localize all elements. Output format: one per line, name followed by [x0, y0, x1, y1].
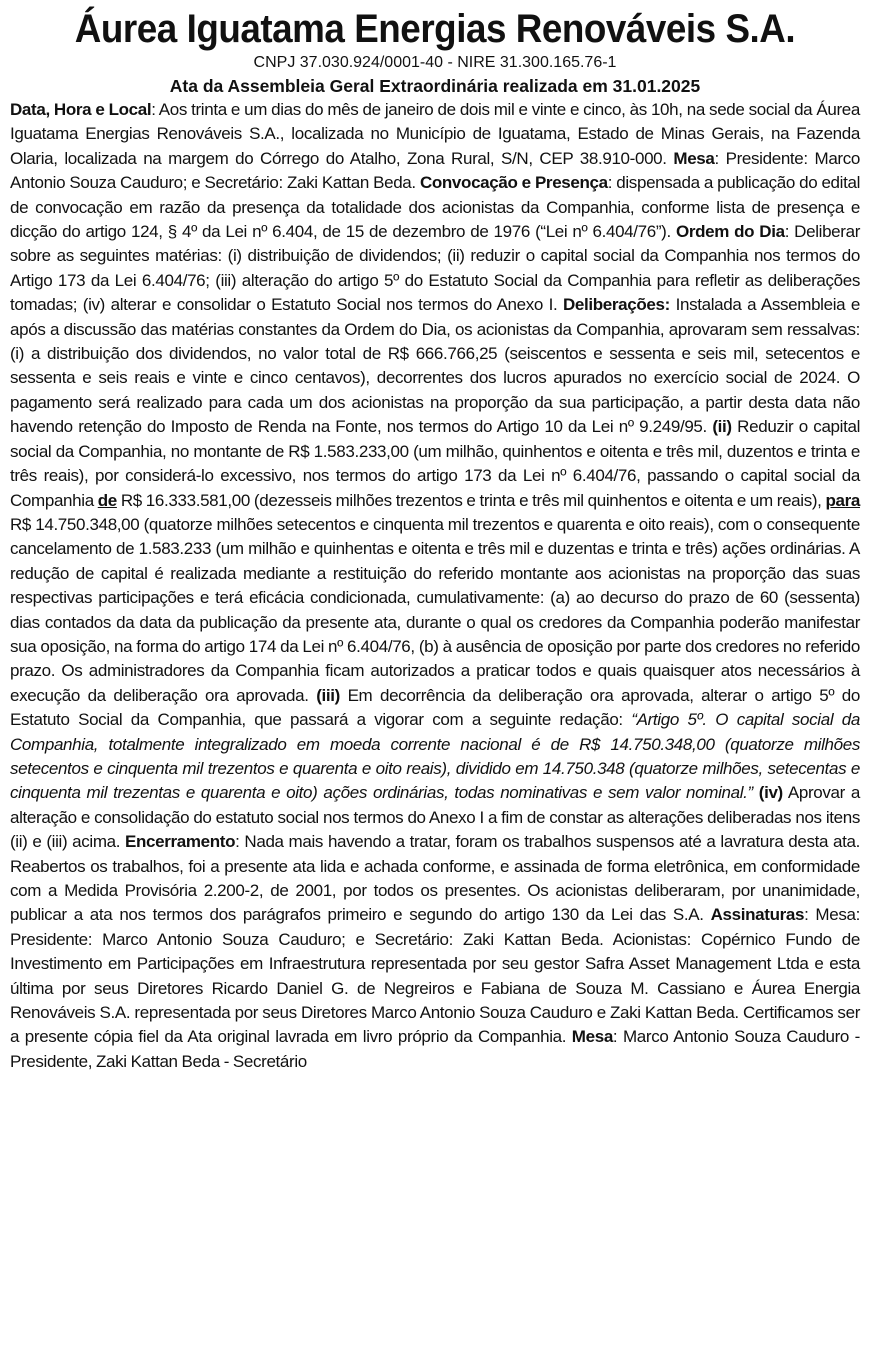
section-text-mesa: : Presidente: Marco Antonio Souza Cauduro; e Secretário: Zaki Kattan Beda. — [10, 148, 860, 193]
item-text-ii-end: R$ 14.750.348,00 (quatorze milhões setecentos e cinquenta mil trezentos e quarenta e oito reais), com o consequente cancelamento de 1.583.233 (um milhão e quinhentas e oitenta e três mil e duzentas e trinta e três) ações ordinárias. A redução de capital é realizada mediante a restituição do referido montante aos acionistas na proporção das suas respectivas participações e terá eficácia condicionada, cumulativamente: (a) ao decurso do prazo de 60 (sessenta) dias contados da data da publicação da presente ata, durante o qual os credores da Companhia poderão manifestar sua oposição, na forma do artigo 174 da Lei nº 6.404/76, (b) à ausência de oposição por parte dos credores no referido prazo. Os administradores da Companhia ficam autorizados a praticar todos e quais quaisquer atos necessários à execução da deliberação ora aprovada. — [10, 514, 860, 705]
registry-numbers: CNPJ 37.030.924/0001-40 - NIRE 31.300.165.76-1 — [253, 54, 617, 71]
section-label-deliberacoes: Deliberações: — [563, 295, 670, 315]
section-text-ordem-do-dia: : Deliberar sobre as seguintes matérias: (i) distribuição de dividendos; (ii) reduzir o capital social da Companhia nos termos do Artigo 173 da Lei 6.404/76; (iii) alteração do artigo 5º do Estatuto Social da Companhia para refletir as deliberações tomadas; (iv) alterar e consolidar o Estatuto Social nos termos do Anexo I. — [10, 222, 860, 315]
section-label-assinaturas: Assinaturas — [710, 905, 805, 925]
minutes-body — [10, 98, 860, 1074]
section-label-mesa: Mesa — [673, 148, 715, 168]
article-5-quote: “Artigo 5º. O capital social da Companhia, totalmente integralizado em moeda corrente nacional é de R$ 14.750.348,00 (quatorze milhões setecentos e cinquenta mil trezentos e quarenta e oito reais), dividido em 14.750.348 (quatorze milhões, setecentas e cinquenta mil trezentas e quarenta e oito) ações ordinárias, todas nominativas e sem valor nominal.” — [10, 710, 860, 803]
item-text-iv: Aprovar a alteração e consolidação do estatuto social nos termos do Anexo I a fim de constar as alterações deliberadas nos itens (ii) e (iii) acima. — [10, 783, 860, 852]
section-text-convocacao: : dispensada a publicação do edital de convocação em razão da presença da totalidade dos acionistas da Companhia, conforme lista de presença e dicção do artigo 124, § 4º da Lei nº 6.404, de 15 de dezembro de 1976 (“Lei nº 6.404/76”). — [10, 173, 860, 242]
minutes-title: Ata da Assembleia Geral Extraordinária realizada em 31.01.2025 — [169, 76, 701, 96]
section-text-assinaturas: : Mesa: Presidente: Marco Antonio Souza Cauduro; e Secretário: Zaki Kattan Beda. Acionistas: Copérnico Fundo de Investimento em Participações em Infraestrutura representada por seu gestor Safra Asset Management Ltda e esta última por seus Diretores Ricardo Daniel G. de Negreiros e Fabiana de Souza M. Cassiano e Áurea Energia Renováveis S.A. representada por seus Diretores Marco Antonio Souza Cauduro e Zaki Kattan Beda. Certificamos ser a presente cópia fiel da Ata original lavrada em livro próprio da Companhia. — [10, 905, 860, 1047]
company-name: Áurea Iguatama Energias Renováveis S.A. — [74, 7, 796, 51]
section-label-encerramento: Encerramento — [125, 832, 236, 852]
section-label-mesa-final: Mesa — [571, 1027, 613, 1047]
item-text-ii-cont: R$ 16.333.581,00 (dezesseis milhões trezentos e trinta e três mil quinhentos e oitenta e um reais), — [116, 490, 826, 510]
item-label-ii: (ii) — [712, 417, 732, 437]
item-label-iv: (iv) — [758, 783, 783, 803]
emphasis-de: de — [97, 490, 117, 510]
section-label-ordem-do-dia: Ordem do Dia — [675, 222, 785, 242]
section-text-deliberacoes: Instalada a Assembleia e após a discussão das matérias constantes da Ordem do Dia, os acionistas da Companhia, aprovaram sem ressalvas: (i) a distribuição dos dividendos, no valor total de R$ 666.766,25 (seiscentos e sessenta e seis mil, setecentos e sessenta e seis reais e vinte e cinco centavos), decorrentes dos lucros apurados no exercício social de 2024. O pagamento será realizado para cada um dos acionistas na proporção da sua participação, a partir desta data não havendo retenção do Imposto de Renda na Fonte, nos termos do Artigo 10 da Lei nº 9.249/95. — [10, 295, 860, 437]
item-text-iii: Em decorrência da deliberação ora aprovada, alterar o artigo 5º do Estatuto Social da Companhia, que passará a vigorar com a seguinte redação: — [10, 685, 861, 730]
item-label-iii: (iii) — [316, 685, 340, 705]
section-text-mesa-final: : Marco Antonio Souza Cauduro - Presidente, Zaki Kattan Beda - Secretário — [10, 1027, 860, 1071]
section-label-convocacao: Convocação e Presença — [419, 173, 608, 193]
item-text-ii: Reduzir o capital social da Companhia, no montante de R$ 1.583.233,00 (um milhão, quinhentos e oitenta e três mil, duzentos e trinta e três reais), por considerá-lo excessivo, nos termos do artigo 173 da Lei nº 6.404/76, passando o capital social da Companhia — [10, 417, 860, 510]
section-text-data-hora-local: : Aos trinta e um dias do mês de janeiro de dois mil e vinte e cinco, às 10h, na sede social da Áurea Iguatama Energias Renováveis S.A., localizada no Município de Iguatama, Estado de Minas Gerais, na Fazenda Olaria, localizada na margem do Córrego do Atalho, Zona Rural, S/N, CEP 38.910-000. — [10, 100, 861, 168]
section-text-encerramento: : Nada mais havendo a tratar, foram os trabalhos suspensos até a lavratura desta ata. Reabertos os trabalhos, foi a presente ata lida e achada conforme, e assinada de forma eletrônica, em conformidade com a Medida Provisória 2.200-2, de 2001, por todos os presentes. Os acionistas deliberaram, por unanimidade, publicar a ata nos termos dos parágrafos primeiro e segundo do artigo 130 da Lei das S.A. — [10, 832, 860, 925]
emphasis-para: para — [825, 490, 861, 510]
section-label-data-hora-local: Data, Hora e Local — [10, 100, 152, 119]
